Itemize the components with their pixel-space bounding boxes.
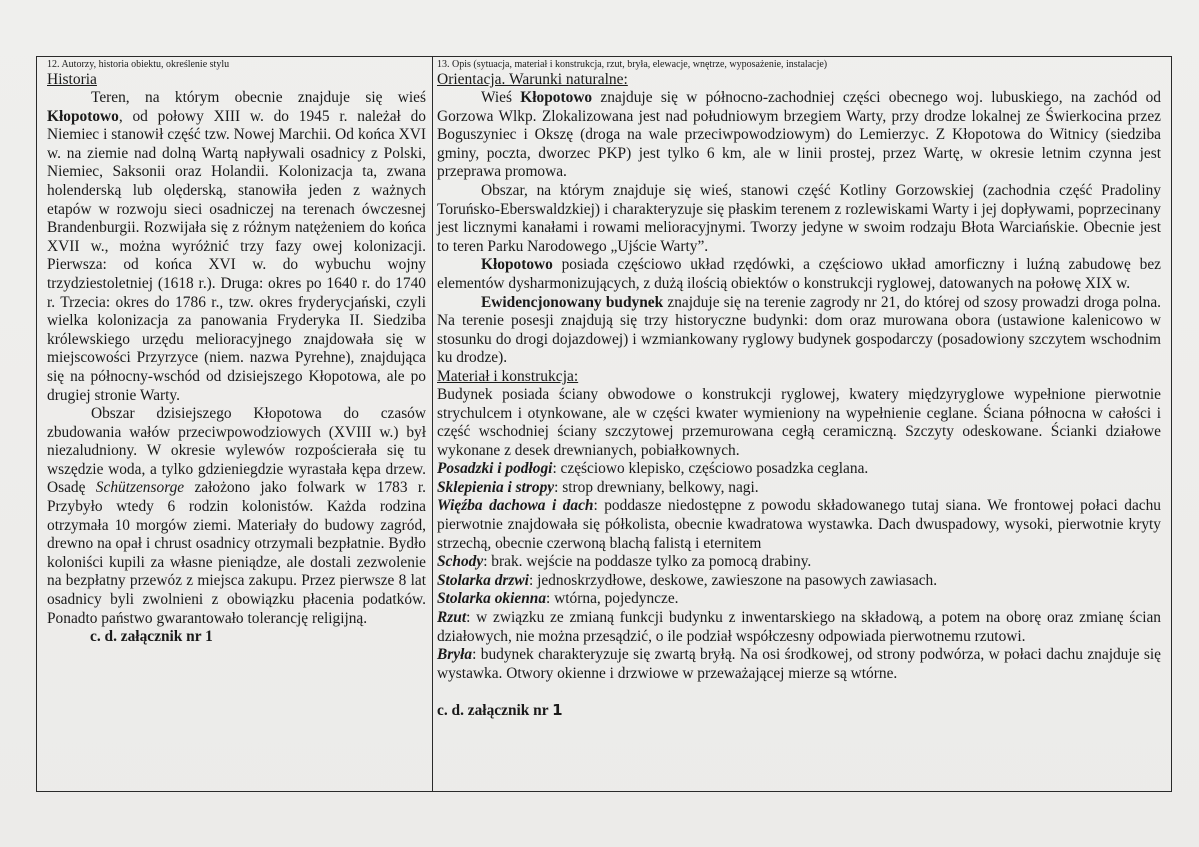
item-form: [437, 646, 1161, 683]
text-run: posiada częściowo układ rzędówki, a częściowo układ amorficzny i luźną zabudowę bez elementów dysharmonizujących, z dużą ilością obiektów o konstrukcji ryglowej, datowanych na połowę XIX w.: [437, 256, 1161, 292]
item-label: Posadzki i podłogi: [437, 460, 553, 478]
description-paragraph-2: Obszar, na którym znajduje się wieś, stanowi część Kotliny Gorzowskiej (zachodnia część Pradoliny Toruńsko-Eberswaldzkiej) i charakteryzuje się płaskim terenem z rozlewiskami Warty i jej dopływami, poprzecinany jest licznymi kanałami i rowami melioracyjnymi. Tworzy jedyne w swoim rodzaju Błota Warciańskie. Obecnie jest to teren Parku Narodowego „Ujście Warty”.: [437, 181, 1161, 255]
village-name: Kłopotowo: [481, 256, 553, 274]
history-column: [37, 57, 432, 791]
item-label: Stolarka drzwi: [437, 571, 529, 589]
item-roof: [437, 497, 1161, 553]
item-label: Sklepienia i stropy: [437, 478, 555, 496]
continuation-note-right: [437, 701, 1161, 721]
item-label: Bryła: [437, 646, 473, 664]
text-run: założono jako folwark w 1783 r. Przybyło wtedy 6 rodzin kolonistów. Każda rodzina otrzymała 10 morgów ziemi. Materiały do budowy zagród, drewno na opał i chrust osadnicy otrzymali bezpłatnie. Bydło koloniści kupili za własne pieniądze, ale dostali zezwolenie na bezpłatny przewóz z miejsca zakupu. Przez pierwsze 8 lat osadnicy byli zwolnieni z obowiązku płacenia podatków. Ponadto państwo gwarantowało tolerancję religijną.: [47, 479, 426, 627]
history-paragraph-2: [47, 405, 426, 628]
text-run: Obszar dzisiejszego Kłopotowa do czasów zbudowania wałów przeciwpowodziowych (XVIII w.) był niezaludniony. W okresie wylewów rozpościerała się tu wszędzie woda, a tylko gdzieniegdzie wyrastała kępa drzew. Osadę: [47, 405, 426, 497]
handwritten-number: 1: [552, 701, 563, 720]
history-heading: Historia: [47, 71, 97, 88]
item-doors: [437, 572, 1161, 591]
item-text: : poddasze niedostępne z powodu składowanego tutaj siana. We frontowej połaci dachu pierwotnie znajdowała się półkolista, obecnie kwadratowa wystawka. Dach dwuspadowy, wysoki, pierwotnie kryty strzechą, obecnie czerwoną blachą falistą i eternitem: [437, 497, 1162, 552]
history-paragraph-1: [47, 89, 426, 405]
item-windows: [437, 590, 1161, 609]
item-label: Schody: [437, 553, 484, 571]
item-ceilings: [437, 479, 1161, 498]
description-column: [433, 57, 1171, 791]
village-name: Kłopotowo: [47, 107, 119, 125]
item-text: : brak. wejście na poddasze tylko za pomocą drabiny.: [483, 553, 812, 571]
item-plan: [437, 609, 1161, 646]
field-12-caption: 12. Autorzy, historia obiektu, określenie stylu: [47, 59, 230, 70]
item-floors: [437, 460, 1161, 479]
item-label: Więźba dachowa i dach: [437, 497, 594, 515]
text-run: znajduje się na terenie zagrody nr 21, do której od szosy prowadzi droga polna. Na terenie posesji znajdują się trzy historyczne budynki: dom oraz murowana obora (ustawione kalenicowo w stosunku do drogi dojazdowej) i wzmiankowany ryglowy budynek gospodarczy (posadowiony szczytem wschodnim ku drodze).: [437, 293, 1162, 367]
village-name: Kłopotowo: [520, 89, 593, 106]
field-13-caption: 13. Opis (sytuacja, materiał i konstrukcja, rzut, bryła, elewacje, wnętrze, wyposażenie, instalacje): [437, 59, 828, 70]
item-text: : częściowo klepisko, częściowo posadzka ceglana.: [552, 460, 869, 478]
building-label: Ewidencjonowany budynek: [481, 293, 664, 311]
settlement-name: Schützensorge: [95, 479, 185, 497]
item-stairs: [437, 553, 1161, 572]
text-run: znajduje się w północno-zachodniej części obecnego woj. lubuskiego, na zachód od Gorzowa Wlkp. Zlokalizowana jest nad południowym brzegiem Warty, przy drodze lokalnej ze Świerkocina przez Boguszyniec i Okszę (droga na wale przeciwpowodziowym) do Lemierzyc. Z Kłopotowa do Witnicy (siedziba gminy, poczta, dworzec PKP) jest tylko 6 km, ale w linii prostej, przez Wartę, w okresie letnim czynna jest przeprawa promowa.: [437, 89, 1161, 181]
item-text: : budynek charakteryzuje się zwartą bryłą. Na osi środkowej, od strony podwórza, w połaci dachu znajduje się wystawka. Otwory okienne i drzwiowe w przeważającej mierze są wtórne.: [437, 646, 1161, 682]
continuation-prefix: c. d. załącznik nr: [437, 702, 553, 720]
continuation-note-left: c. d. załącznik nr 1: [90, 628, 213, 646]
item-label: Rzut: [437, 609, 467, 627]
description-paragraph-3: [437, 256, 1161, 293]
material-heading: Materiał i konstrukcja:: [437, 367, 579, 385]
text-run: , od połowy XIII w. do 1945 r. należał do Niemiec i stanowił część tzw. Nowej Marchii. Od końca XVI w. na ziemie nad dolną Wartą napływali osadnicy z Polski, Niemiec, Saksonii oraz Holandii. Kolonizacja ta, zwana holenderską lub olęderską, stanowiła jeden z ważnych etapów w rozwoju sieci osadniczej na terenach ówczesnej Brandenburgii. Rozwijała się z różnym natężeniem do końca XVII w., można wyróżnić trzy fazy owej kolonizacji. Pierwsza: od końca XVI w. do wybuchu wojny trzydziestoletniej (1618 r.). Druga: okres po 1640 r. do 1740 r. Trzecia: okres do 1786 r., tzw. okres fryderycjański, czyli wielka kolonizacja za panowania Fryderyka II. Siedziba królewskiego urzędu melioracyjnego znajdowała się w miejscowości Przyrzyce (niem. nazwa Pyrehne), znajdująca się na północny-wschód od dzisiejszego Kłopotowa, ale po drugiej stronie Warty.: [47, 107, 426, 404]
text-run: Teren, na którym obecnie znajduje się wieś: [91, 89, 426, 106]
item-text: : jednoskrzydłowe, deskowe, zawieszone na pasowych zawiasach.: [528, 571, 938, 589]
item-text: : w związku ze zmianą funkcji budynku z inwentarskiego na składową, a potem na oborę oraz zmianę ścian działowych, nie można przesądzić, o ile podział współczesny odpowiada pierwotnemu rzutowi.: [437, 609, 1161, 645]
orientation-heading: Orientacja. Warunki naturalne:: [437, 71, 628, 88]
item-label: Stolarka okienna: [437, 590, 547, 608]
item-text: : wtórna, pojedyncze.: [546, 590, 679, 608]
material-paragraph: Budynek posiada ściany obwodowe o konstrukcji ryglowej, kwatery międzyryglowe wypełnione pierwotnie strychulcem i otynkowane, ale w części kwater wymieniony na wypełnienie ceglane. Ściana północna w całości i część wschodniej ściany szczytowej przemurowana cegłą ceramiczną. Szczyty odeskowane. Ścianki działowe wykonane z desek drewnianych, pobiałkownych.: [437, 385, 1161, 459]
form-table: [36, 56, 1172, 792]
text-run: Wieś: [481, 89, 521, 106]
description-paragraph-4: [437, 294, 1161, 368]
description-paragraph-1: [437, 89, 1161, 182]
item-text: : strop drewniany, belkowy, nagi.: [554, 478, 759, 496]
